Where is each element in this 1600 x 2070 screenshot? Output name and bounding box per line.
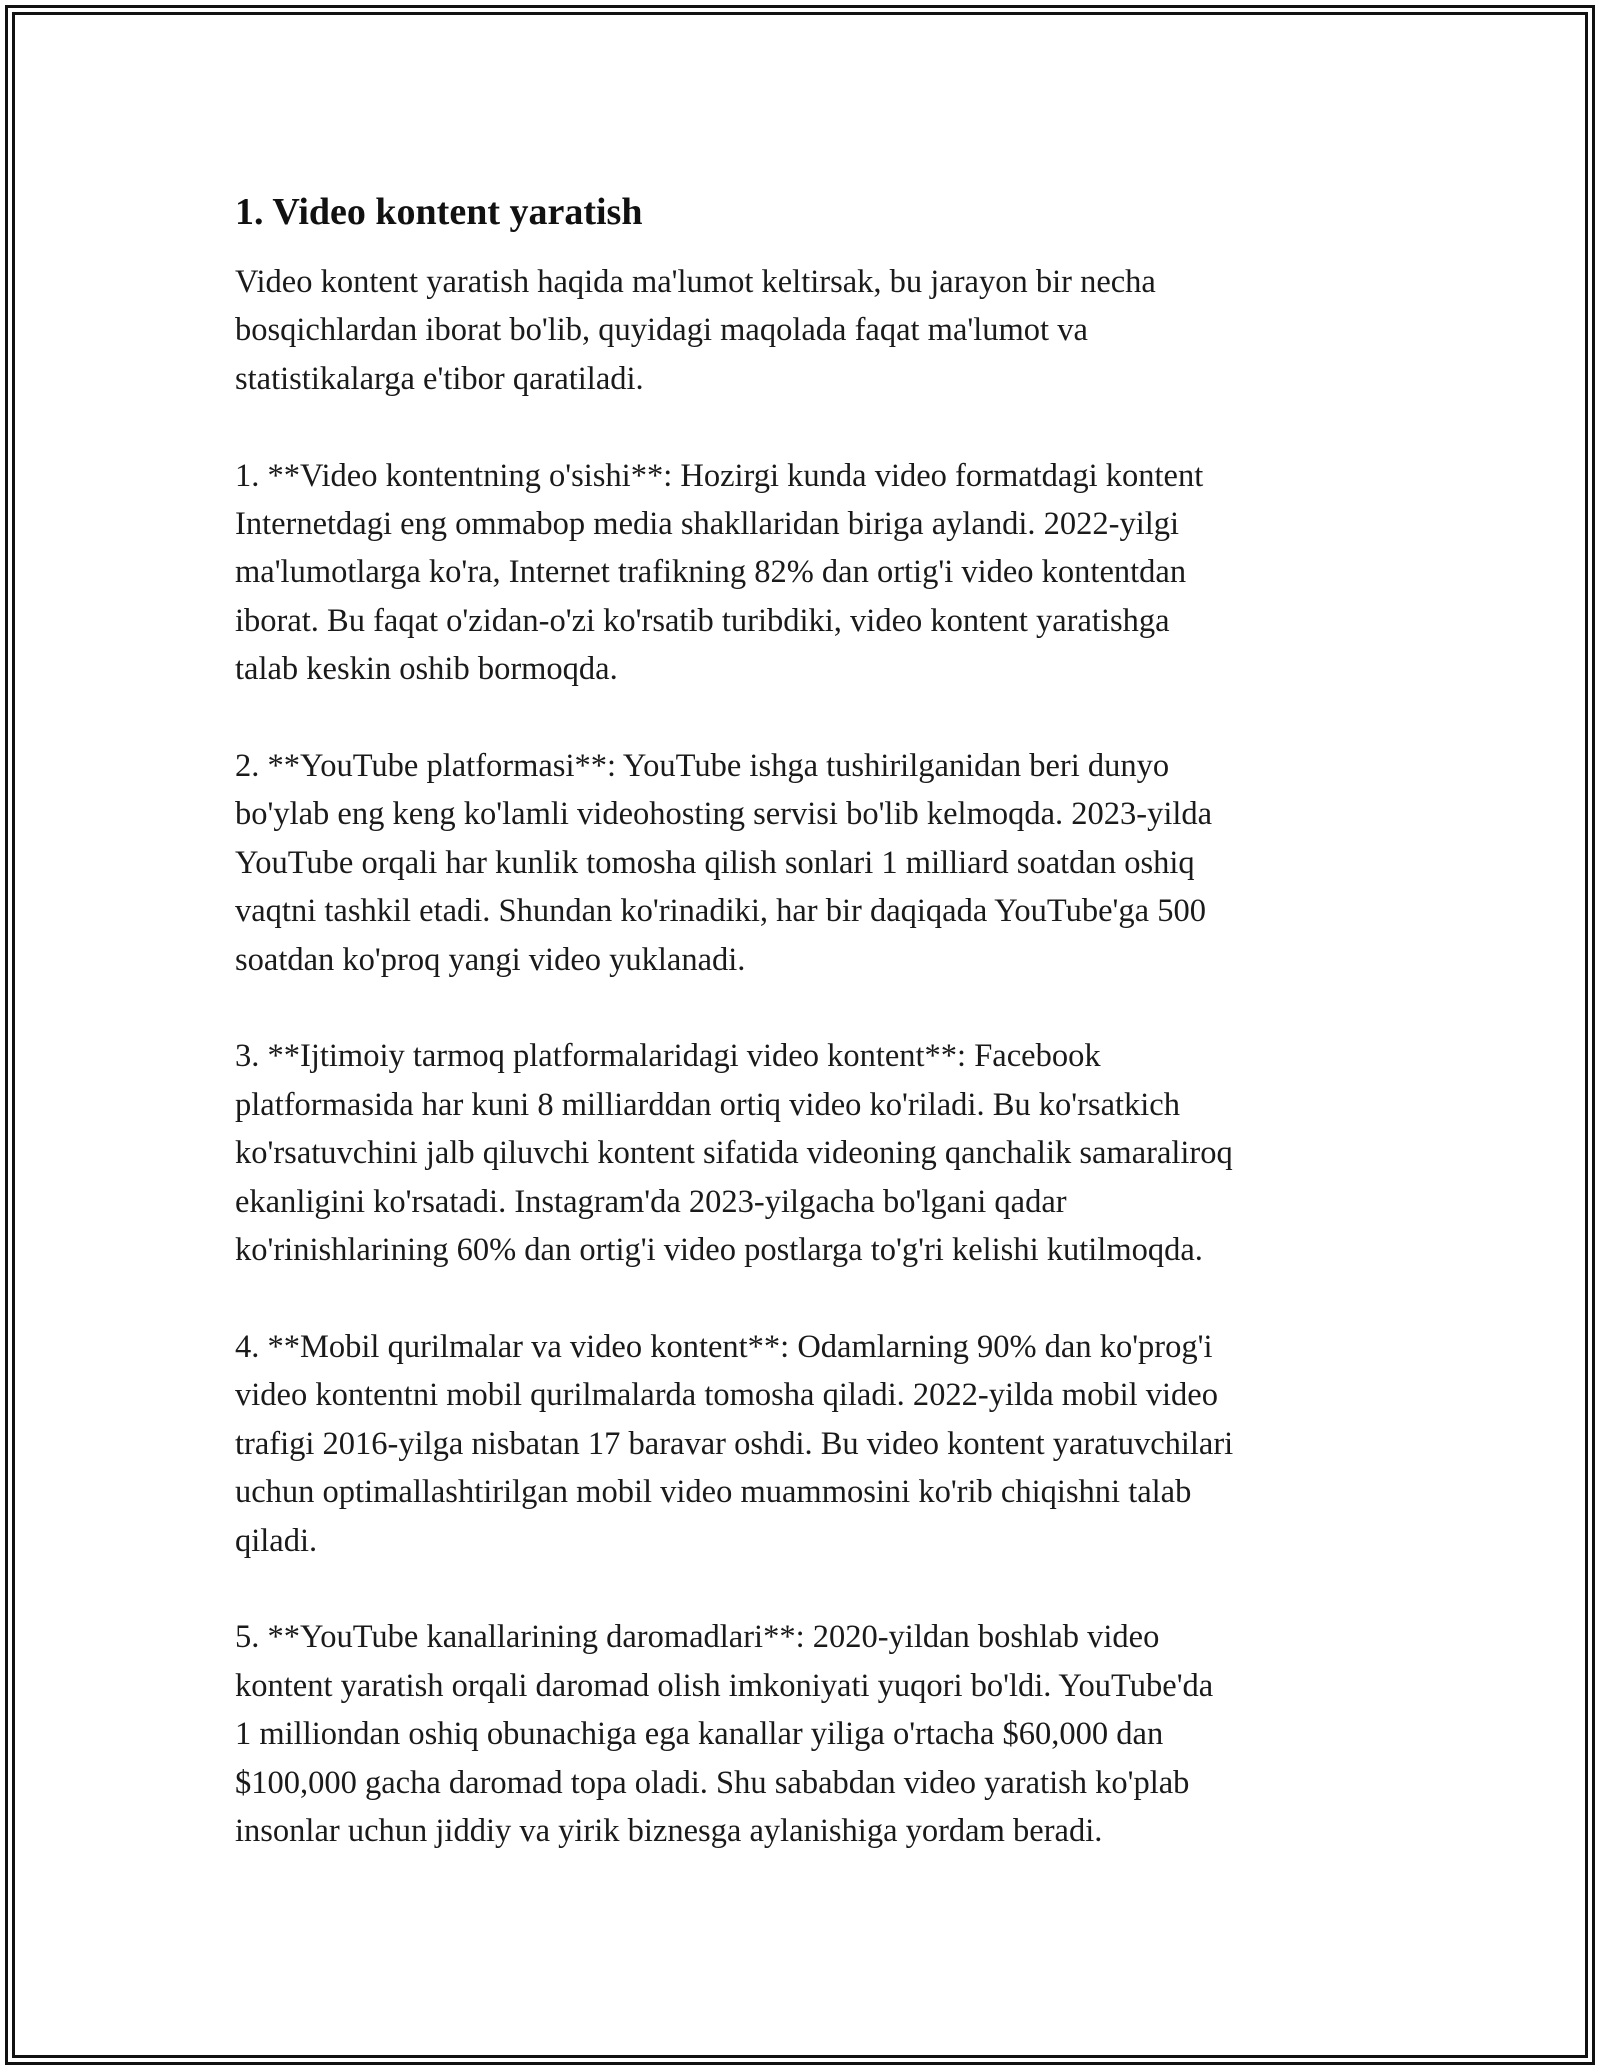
paragraph-mobile-video: 4. **Mobil qurilmalar va video kontent**: Odamlarning 90% dan ko'prog'i video kontentni mobil qurilmalarda tomosha qiladi. 2022-yilda mobil video trafigi 2016-yilga nisbatan 17 baravar oshdi. Bu video kontent yaratuvchilari uchun optimallashtirilgan mobil video muammosini ko'rib chiqishni talab qiladi.: [235, 1328, 1234, 1559]
paragraph-video-growth: 1. **Video kontentning o'sishi**: Hozirgi kunda video formatdagi kontent Internetdagi eng ommabop media shakllaridan biriga aylandi. 2022-yilgi ma'lumotlarga ko'ra, Internet trafikning 82% dan ortig'i video kontentdan iborat. Bu faqat o'zidan-o'zi ko'rsatib turibdiki, video kontent yaratishga talab keskin oshib bormoqda.: [235, 457, 1204, 688]
section-heading: 1. Video kontent yaratish: [235, 191, 643, 233]
document-body: [235, 186, 1375, 1855]
paragraph-social-media-video: 3. **Ijtimoiy tarmoq platformalaridagi video kontent**: Facebook platformasida har kuni 8 milliarddan ortiq video ko'riladi. Bu ko'rsatkich ko'rsatuvchini jalb qiluvchi kontent sifatida videoning qanchalik samaraliroq ekanligini ko'rsatadi. Instagram'da 2023-yilgacha bo'lgani qadar ko'rinishlarining 60% dan ortig'i video postlarga to'g'ri kelishi kutilmoqda.: [235, 1038, 1233, 1269]
paragraph-youtube-platform: 2. **YouTube platformasi**: YouTube ishga tushirilganidan beri dunyo bo'ylab eng keng ko'lamli videohosting servisi bo'lib kelmoqda. 2023-yilda YouTube orqali har kunlik tomosha qilish sonlari 1 milliard soatdan oshiq vaqtni tashkil etadi. Shundan ko'rinadiki, har bir daqiqada YouTube'ga 500 soatdan ko'proq yangi video yuklanadi.: [235, 748, 1213, 978]
intro-paragraph: Video kontent yaratish haqida ma'lumot keltirsak, bu jarayon bir necha bosqichlardan iborat bo'lib, quyidagi maqolada faqat ma'lumot va statistikalarga e'tibor qaratiladi.: [235, 264, 1156, 397]
paragraph-youtube-revenue: 5. **YouTube kanallarining daromadlari**: 2020-yildan boshlab video kontent yaratish orqali daromad olish imkoniyati yuqori bo'ldi. YouTube'da 1 milliondan oshiq obunachiga ega kanallar yiliga o'rtacha $60,000 dan $100,000 gacha daromad topa oladi. Shu sababdan video yaratish ko'plab insonlar uchun jiddiy va yirik biznesga aylanishiga yordam beradi.: [235, 1619, 1214, 1849]
